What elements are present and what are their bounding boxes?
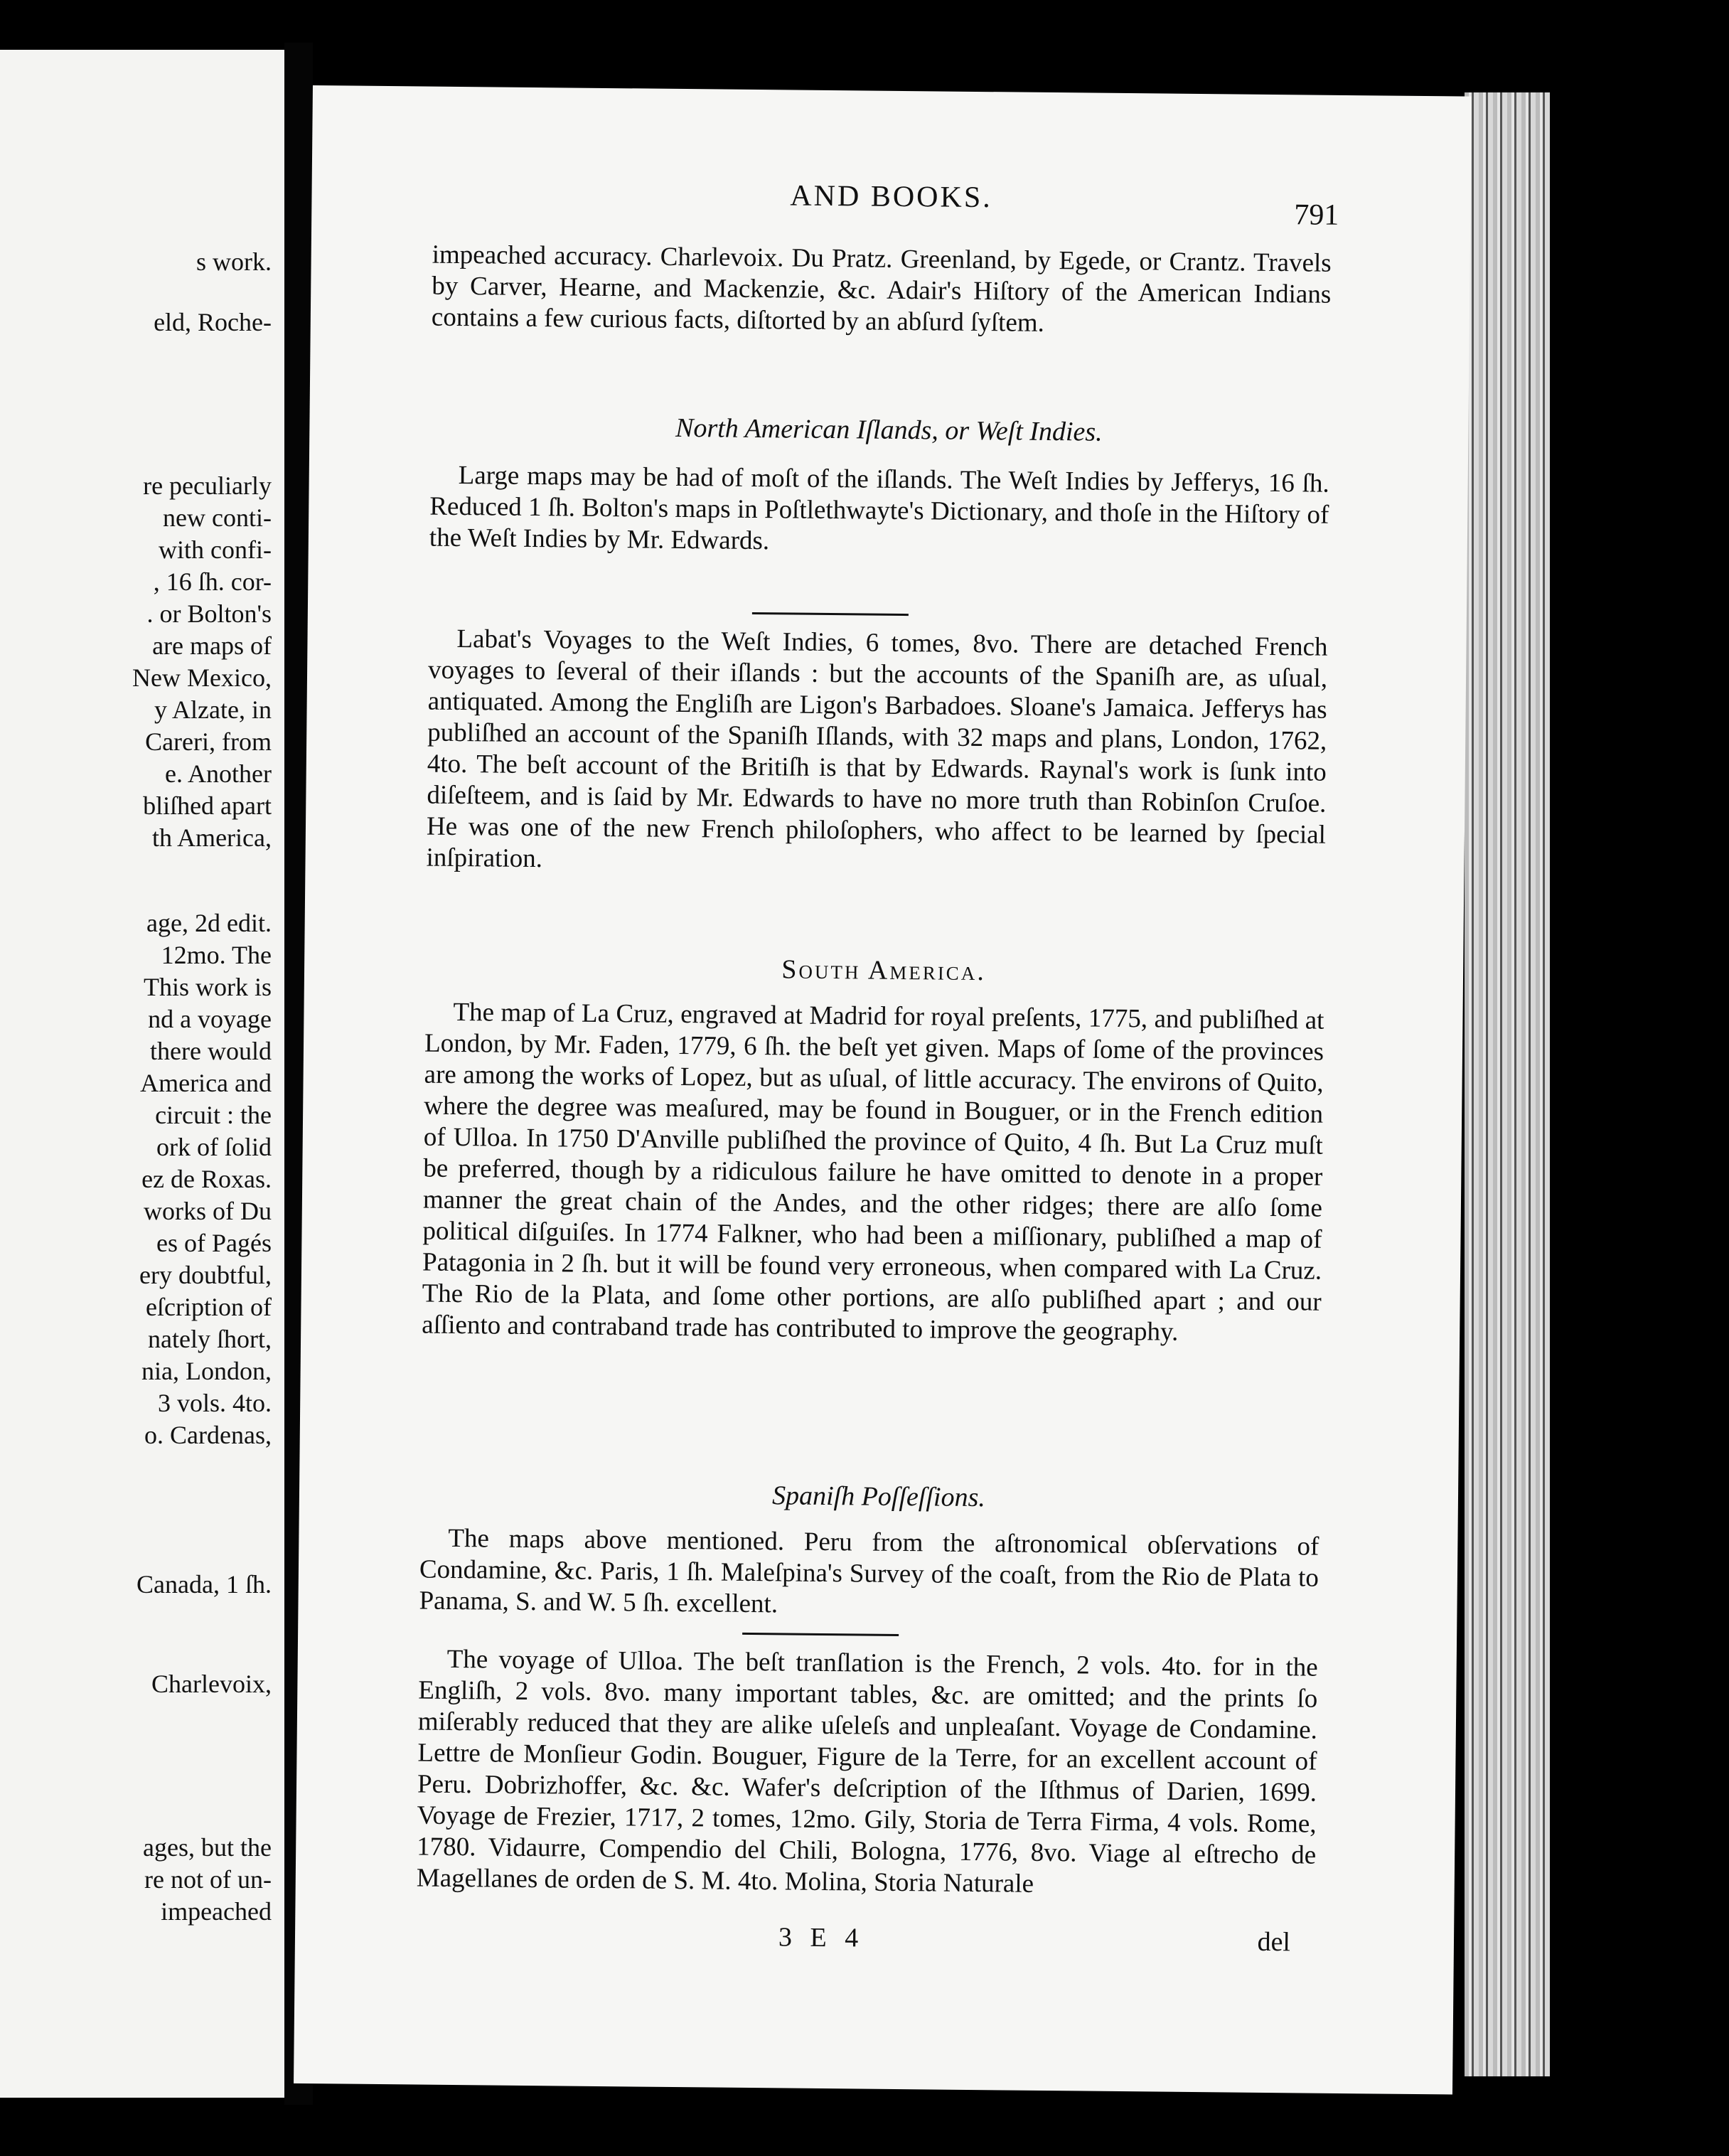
section-rule bbox=[742, 1633, 899, 1636]
left-line: there would bbox=[150, 1037, 272, 1065]
left-line: America and bbox=[140, 1069, 272, 1097]
left-line: 12mo. The bbox=[161, 941, 272, 969]
left-line: , 16 ſh. cor- bbox=[153, 567, 272, 596]
catchword: del bbox=[1257, 1926, 1291, 1958]
paragraph: Labat's Voyages to the Weſt Indies, 6 tomes, 8vo. There are detached French voyages to ſeveral of their iſlands : but the accounts of the Spaniſh are, as uſual, antiquated. Among the Engliſh are Ligon's Barbadoes. Sloane's Jamaica. Jefferys has publiſhed an account of the Spaniſh Iſlands, with 32 maps and plans, London, 1762, 4to. The beſt account of the Britiſh is that by Edwards. Raynal's work is ſunk into diſeſteem, and is ſaid by Mr. Edwards to have no more truth than Robinſon Cruſoe. He was one of the new French philoſophers, who affect to be learned by ſpecial inſpiration. bbox=[426, 624, 1328, 874]
left-line: ez de Roxas. bbox=[141, 1165, 272, 1193]
left-line: are maps of bbox=[152, 631, 272, 660]
left-line: ork of ſolid bbox=[156, 1133, 272, 1161]
left-line: New Mexico, bbox=[132, 663, 272, 692]
left-line: ery doubtful, bbox=[139, 1261, 272, 1289]
left-line: impeached bbox=[161, 1897, 272, 1926]
left-line: o. Cardenas, bbox=[144, 1421, 272, 1449]
left-line: Canada, 1 ſh. bbox=[136, 1570, 272, 1599]
left-line: eſcription of bbox=[146, 1293, 272, 1321]
right-page bbox=[294, 85, 1472, 2095]
left-line: 3 vols. 4to. bbox=[157, 1389, 272, 1417]
left-facing-page bbox=[0, 50, 290, 2098]
left-line: es of Pagés bbox=[156, 1229, 272, 1257]
left-line: works of Du bbox=[144, 1197, 272, 1225]
left-line: . or Bolton's bbox=[146, 599, 272, 628]
left-line: Careri, from bbox=[145, 727, 272, 756]
paragraph: Large maps may be had of moſt of the iſlands. The Weſt Indies by Jefferys, 16 ſh. Reduced 1 ſh. Bolton's maps in Poſtlethwayte's Dictionary, and thoſe in the Hiſtory of the Weſt Indies by Mr. Edwards. bbox=[429, 460, 1329, 556]
left-line: bliſhed apart bbox=[143, 791, 272, 820]
left-line: age, 2d edit. bbox=[146, 909, 272, 937]
spanish-paragraph-2 bbox=[417, 1644, 1318, 1903]
page-number: 791 bbox=[1294, 198, 1339, 232]
section-rule bbox=[752, 612, 909, 616]
paragraph: The maps above mentioned. Peru from the aſtronomical obſervations of Condamine, &c. Paris, 1 ſh. Maleſpina's Survey of the coaſt, from the Rio de Plata to Panama, S. and W. 5 ſh. excellent. bbox=[419, 1523, 1320, 1619]
left-line: This work is bbox=[144, 973, 272, 1001]
left-line: circuit : the bbox=[155, 1101, 272, 1129]
section-heading-spanish-possessions: Spaniſh Poſſeſſions. bbox=[771, 1480, 986, 1513]
left-line: nately ſhort, bbox=[148, 1325, 272, 1353]
left-line: Charlevoix, bbox=[151, 1670, 272, 1698]
left-line: s work. bbox=[196, 247, 272, 276]
paragraph: The map of La Cruz, engraved at Madrid for royal preſents, 1775, and publiſhed at London, by Mr. Faden, 1779, 6 ſh. the beſt yet given. Maps of ſome of the provinces are among the works of Lopez, but as uſual, of little accuracy. The environs of Quito, where the degree was meaſured, may be found in Bouguer, or in the French edition of Ulloa. In 1750 D'Anville publiſhed the province of Quito, 4 ſh. But La Cruz muſt be preferred, though by a ridiculous failure he have omitted to denote in a proper manner the great chain of the Andes, and the other ridges; there are alſo ſome political diſguiſes. In 1774 Falkner, who had been a miſſionary, publiſhed a map of Patagonia in 2 ſh. but it will be found very erroneous, when compared with La Cruz. The Rio de la Plata, and ſome other portions, are alſo publiſhed apart ; and our aſſiento and contraband trade has contributed to improve the geography. bbox=[422, 997, 1324, 1347]
signature-mark: 3 E 4 bbox=[778, 1922, 864, 1953]
south-america-paragraph bbox=[422, 997, 1324, 1350]
left-line: re peculiarly bbox=[143, 471, 272, 500]
section-heading-west-indies: North American Iſlands, or Weſt Indies. bbox=[675, 412, 1103, 447]
paragraph: impeached accuracy. Charlevoix. Du Pratz. Greenland, by Egede, or Crantz. Travels by Carver, Hearne, and Mackenzie, &c. Adair's Hiſtory of the American Indians contains a few curious facts, diſtorted by an abſurd ſyſtem. bbox=[431, 240, 1332, 338]
west-indies-paragraph-2 bbox=[426, 624, 1327, 882]
opening-paragraph bbox=[432, 240, 1332, 342]
page-edges bbox=[1465, 92, 1550, 2076]
paragraph: The voyage of Ulloa. The beſt tranſlation is the French, 2 vols. 4to. for in the Engliſh, 2 vols. 8vo. many important tables, &c. are omitted; and the prints ſo miſerably reduced that they are alike uſeleſs and unpleaſant. Voyage de Condamine. Lettre de Monſieur Godin. Bouguer, Figure de la Terre, for an excellent account of Peru. Dobrizhoffer, &c. &c. Wafer's deſcription of the Iſthmus of Darien, 1699. Voyage de Frezier, 1717, 2 tomes, 12mo. Gily, Storia de Terra Firma, 4 vols. Rome, 1780. Vidaurre, Compendio del Chili, Bologna, 1776, 8vo. Viage al eſtrecho de Magellanes de orden de S. M. 4to. Molina, Storia Naturale bbox=[416, 1644, 1318, 1899]
left-line: new conti- bbox=[163, 503, 272, 532]
running-head: AND BOOKS. bbox=[790, 179, 992, 215]
left-line: ages, but the bbox=[143, 1833, 272, 1862]
left-line: re not of un- bbox=[144, 1865, 272, 1894]
left-line: y Alzate, in bbox=[154, 695, 272, 724]
left-line: eld, Roche- bbox=[154, 308, 272, 336]
spanish-paragraph-1 bbox=[419, 1523, 1319, 1626]
left-line: th America, bbox=[152, 823, 272, 852]
left-line: e. Another bbox=[165, 759, 272, 788]
west-indies-paragraph-1 bbox=[429, 460, 1329, 562]
left-line: with confi- bbox=[159, 535, 272, 564]
left-line: nia, London, bbox=[141, 1357, 272, 1385]
section-heading-south-america: South America. bbox=[781, 954, 987, 987]
left-line: nd a voyage bbox=[148, 1005, 272, 1033]
